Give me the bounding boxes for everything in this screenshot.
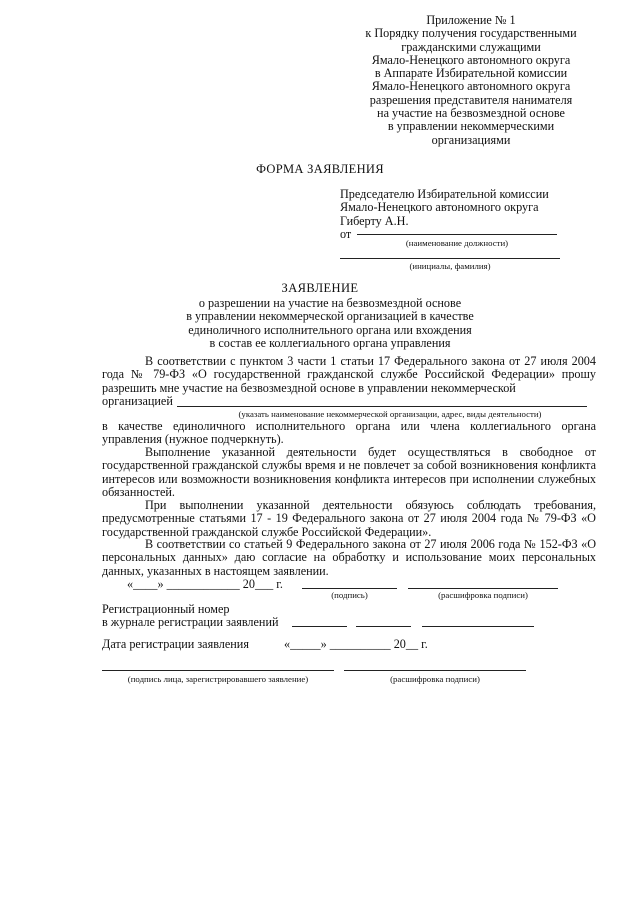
appendix-line: в Аппарате Избирательной комиссии <box>374 66 568 81</box>
registrar-caption: (подпись лица, зарегистрировавшего заявление) <box>127 674 309 684</box>
org-caption: (указать наименование некоммерческой организации, адрес, виды деятельности) <box>238 409 542 419</box>
signature-date[interactable]: «____» ____________ 20___ г. <box>127 577 283 591</box>
registration-number-line-2[interactable] <box>356 626 411 627</box>
body-paragraph-3: При выполнении указанной деятельности обязуюсь соблюдать требования, предусмотренные статьями 17 - 19 Федерального закона от 27 июля 2004 года № 79-ФЗ «О государственной гражданской службе Российской Федерации». <box>102 498 596 539</box>
signature-caption: (подпись) <box>331 590 368 600</box>
registration-journal-label: в журнале регистрации заявлений <box>102 615 279 629</box>
registration-date-label: Дата регистрации заявления <box>102 637 249 651</box>
registration-number-line-1[interactable] <box>292 626 347 627</box>
registration-number-label: Регистрационный номер <box>102 602 230 616</box>
appendix-line: Приложение № 1 <box>426 13 516 27</box>
body-paragraph-1-continued: в качестве единоличного исполнительного органа или члена коллегиального органа управления (нужное подчеркнуть). <box>102 419 596 447</box>
position-field-line[interactable] <box>357 234 557 235</box>
registration-number-line-3[interactable] <box>422 626 534 627</box>
registration-date-value[interactable]: «_____» __________ 20__ г. <box>284 637 428 651</box>
form-title: ФОРМА ЗАЯВЛЕНИЯ <box>256 162 384 176</box>
org-label: организацией <box>102 394 173 408</box>
appendix-line: организациями <box>431 132 511 147</box>
appendix-line: Ямало-Ненецкого автономного округа <box>371 79 571 94</box>
appendix-line: на участие на безвозмездной основе <box>377 106 565 121</box>
statement-subtitle <box>180 297 480 350</box>
subtitle-line: о разрешении на участие на безвозмездной основе <box>198 296 462 310</box>
appendix-line: в управлении некоммерческими <box>387 119 555 134</box>
body-paragraph-4: В соответствии со статьей 9 Федерального закона от 27 июля 2006 года № 152-ФЗ «О персональных данных» даю согласие на обработку и использование моих персональных данных, указанных в настоящем заявлении. <box>102 537 596 578</box>
signature-decoding-line[interactable] <box>408 588 558 589</box>
addressee-line: Ямало-Ненецкого автономного округа <box>340 200 539 215</box>
addressee-line: Гиберту А.Н. <box>340 213 409 228</box>
decoding-caption: (расшифровка подписи) <box>438 590 528 600</box>
statement-title: ЗАЯВЛЕНИЕ <box>281 281 359 295</box>
registrar-decoding-line[interactable] <box>344 670 526 671</box>
appendix-line: Ямало-Ненецкого автономного округа <box>371 52 571 67</box>
signature-field-line[interactable] <box>302 588 397 589</box>
addressee-line: Председателю Избирательной комиссии <box>340 187 549 201</box>
registrar-decoding-caption: (расшифровка подписи) <box>390 674 480 684</box>
body-paragraph-2: Выполнение указанной деятельности будет осуществляться в свободное от государственной гражданской службы время и не повлечет за собой возникновения конфликта интересов или возможности возникновения конфликта интересов при исполнении служебных обязанностей. <box>102 445 596 499</box>
subtitle-line: единоличного исполнительного органа или вхождения <box>188 322 472 337</box>
appendix-line: к Порядку получения государственными <box>365 26 577 41</box>
registrar-signature-line[interactable] <box>102 670 334 671</box>
appendix-line: гражданскими служащими <box>401 39 541 54</box>
subtitle-line: в управлении некоммерческой организацией в качестве <box>186 309 474 324</box>
appendix-header <box>336 14 606 147</box>
position-caption: (наименование должности) <box>405 238 509 248</box>
appendix-line: разрешения представителя нанимателя <box>369 92 573 107</box>
body-paragraph-1: В соответствии с пунктом 3 части 1 статьи 17 Федерального закона от 27 июля 2004 года № 79-ФЗ «О государственной гражданской службе Российской Федерации» прошу разрешить мне участие на безвозмездной основе в управлении некоммерческой <box>102 354 596 395</box>
from-label: от <box>340 226 352 241</box>
name-field-line[interactable] <box>340 258 560 259</box>
name-caption: (инициалы, фамилия) <box>409 261 491 271</box>
org-field-line[interactable] <box>177 406 587 407</box>
subtitle-line: в состав ее коллегиального органа управления <box>209 335 451 350</box>
